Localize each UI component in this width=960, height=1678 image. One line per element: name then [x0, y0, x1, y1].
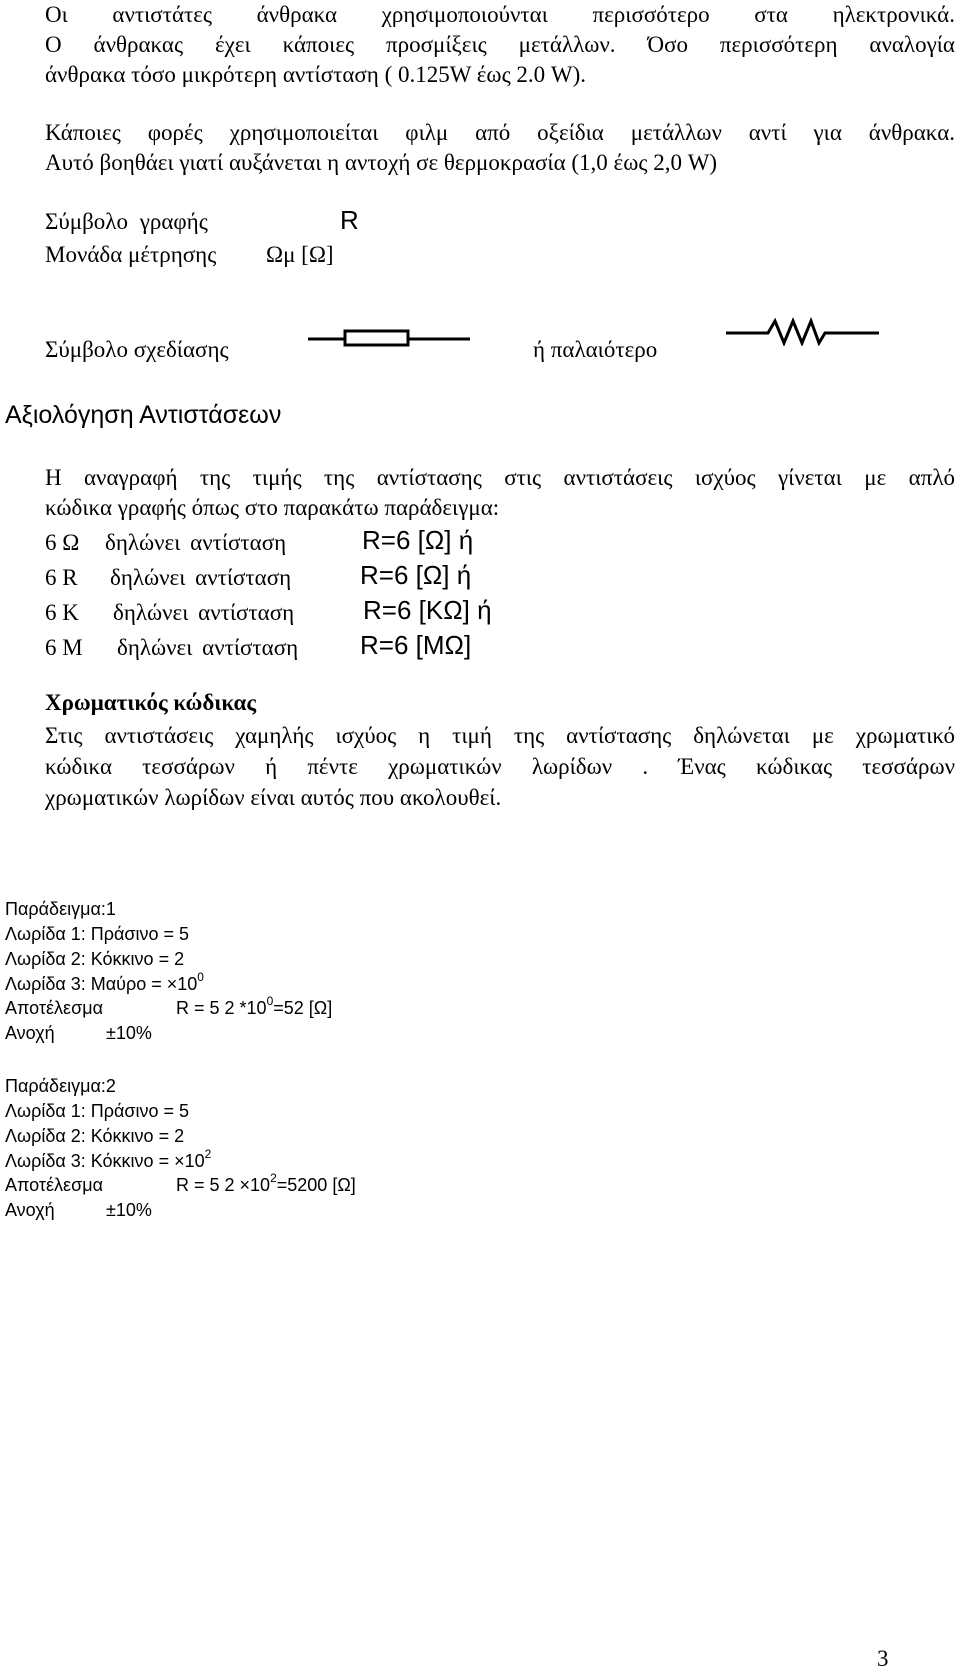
intro-line-5: Αυτό βοηθάει γιατί αυξάνεται η αντοχή σε θερμοκρασία (1,0 έως 2,0 W) [45, 150, 718, 175]
example-band-3: Λωρίδα 3: $M\alpha ύ\rho o = \times 10^0$ [5, 970, 204, 994]
row-code: 6 M [45, 635, 83, 660]
intro-line-1: Οι αντιστάτες άνθρακα χρησιμοποιούνται περισσότερο στα ηλεκτρονικά. [45, 2, 955, 27]
intro-line-2: Ο άνθρακας έχει κάποιες προσμίξεις μετάλλων. Όσο περισσότερη αναλογία [45, 32, 955, 57]
row-value: R=6 [MΩ] [360, 630, 472, 660]
resistor-zigzag-icon [724, 316, 884, 346]
example-tolerance-label: Ανοχή [5, 1023, 55, 1043]
color-code-line-3: χρωματικών λωρίδων είναι αυτός που ακολουθεί. [45, 785, 502, 810]
example-title: Παράδειγμα:1 [5, 899, 116, 919]
row-value: R=6 [Ω] ή [360, 560, 472, 590]
example-tolerance-value: ±10% [106, 1023, 152, 1043]
row-code: 6 R [45, 565, 78, 590]
example-band-1: Λωρίδα 1: Πράσινο = 5 [5, 1101, 190, 1121]
example-tolerance-value: ±10% [106, 1200, 152, 1220]
row-desc: δηλώνει αντίσταση [110, 565, 292, 590]
example-title: Παράδειγμα:2 [5, 1076, 116, 1096]
color-code-heading: Χρωματικός κώδικας [45, 690, 257, 715]
row-desc: δηλώνει αντίσταση [105, 530, 287, 555]
intro-line-4: Κάποιες φορές χρησιμοποιείται φιλμ από οξείδια μετάλλων αντί για άνθρακα. [45, 120, 955, 145]
resistor-rectangle-icon [300, 328, 475, 350]
example-band-1: Λωρίδα 1: Πράσινο = 5 [5, 924, 190, 944]
page-number: 3 [877, 1646, 889, 1671]
unit-value: Ωμ [Ω] [266, 242, 334, 267]
evaluation-text-line-2: κώδικα γραφής όπως στο παρακάτω παράδειγμα: [45, 495, 500, 520]
older-symbol-label: ή παλαιότερο [533, 337, 658, 362]
write-symbol-label: Σύμβολο γραφής [45, 209, 208, 234]
example-band-2: Λωρίδα 2: Κόκκινο = 2 [5, 949, 185, 969]
draw-symbol-label: Σύμβολο σχεδίασης [45, 337, 229, 362]
color-code-line-2: κώδικα τεσσάρων ή πέντε χρωματικών λωρίδων . Ένας κώδικας τεσσάρων [45, 754, 955, 779]
example-result-value: R = 5 $2 \times 10^2=5200$ [Ω] [176, 1171, 356, 1195]
example-tolerance-label: Ανοχή [5, 1200, 55, 1220]
unit-label: Μονάδα μέτρησης [45, 242, 217, 267]
color-code-line-1: Στις αντιστάσεις χαμηλής ισχύος η τιμή της αντίστασης δηλώνεται με χρωματικό [45, 723, 955, 748]
intro-line-3: άνθρακα τόσο μικρότερη αντίσταση ( 0.125W έως 2.0 W). [45, 62, 587, 87]
row-code: 6 K [45, 600, 79, 625]
example-result-value: R = 5 2 $*10^0=52$ [Ω] [176, 994, 333, 1018]
row-desc: δηλώνει αντίσταση [113, 600, 295, 625]
evaluation-text-line-1: Η αναγραφή της τιμής της αντίστασης στις αντιστάσεις ισχύος γίνεται με απλό [45, 465, 955, 490]
row-code: 6 Ω [45, 530, 80, 555]
evaluation-heading: Αξιολόγηση Αντιστάσεων [5, 401, 282, 429]
row-value: R=6 [Ω] ή [362, 525, 474, 555]
example-result-label: Αποτέλεσμα [5, 1175, 103, 1195]
row-value: R=6 [KΩ] ή [363, 595, 492, 625]
row-desc: δηλώνει αντίσταση [117, 635, 299, 660]
example-band-2: Λωρίδα 2: Κόκκινο = 2 [5, 1126, 185, 1146]
example-band-3: Λωρίδα 3: $Kό\kappa\kappa\iota\nu o = \times 10^2$ [5, 1147, 212, 1171]
write-symbol-value: R [340, 205, 359, 235]
example-result-label: Αποτέλεσμα [5, 998, 103, 1018]
